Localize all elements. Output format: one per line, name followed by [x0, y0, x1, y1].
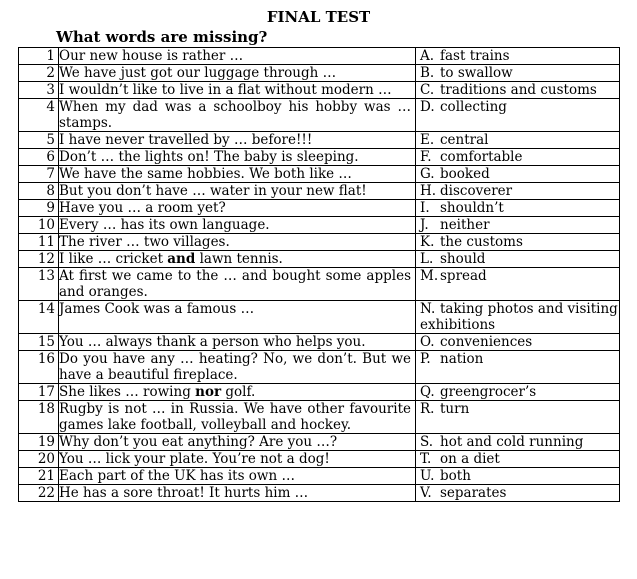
answer-text: shouldn’t: [440, 200, 504, 216]
answer-option: [416, 65, 620, 82]
answer-letter: N.: [420, 301, 436, 317]
question-text: Do you have any … heating? No, we don’t. But we have a beautiful fireplace.: [59, 351, 416, 384]
question-text: James Cook was a famous …: [59, 301, 416, 334]
answer-text: greengrocer’s: [440, 384, 537, 400]
answer-option: [416, 468, 620, 485]
question-text: Every … has its own language.: [59, 217, 416, 234]
question-number: 1: [19, 48, 59, 65]
table-row: [19, 65, 620, 82]
question-number: 11: [19, 234, 59, 251]
answer-option: [416, 301, 620, 334]
table-row: [19, 485, 620, 502]
question-text: The river … two villages.: [59, 234, 416, 251]
table-row: [19, 468, 620, 485]
answer-letter: M.: [420, 268, 439, 284]
answer-letter: R.: [420, 401, 435, 417]
question-text: When my dad was a schoolboy his hobby was … stamps.: [59, 99, 416, 132]
test-table-body: [19, 48, 620, 502]
answer-letter: E.: [420, 132, 435, 148]
table-row: [19, 451, 620, 468]
question-number: 16: [19, 351, 59, 384]
table-row: [19, 251, 620, 268]
test-table: [18, 47, 620, 502]
question-text: He has a sore throat! It hurts him …: [59, 485, 416, 502]
question-emphasis: nor: [195, 384, 222, 400]
answer-letter: I.: [420, 200, 430, 216]
question-text: Rugby is not … in Russia. We have other favourite games lake football, volleyball and hockey.: [59, 401, 416, 434]
table-row: [19, 132, 620, 149]
question-number: 5: [19, 132, 59, 149]
answer-option: [416, 99, 620, 132]
question-text-part: lawn tennis.: [195, 251, 283, 267]
answer-text: collecting: [440, 99, 507, 115]
answer-option: [416, 251, 620, 268]
answer-letter: T.: [420, 451, 432, 467]
answer-option: [416, 149, 620, 166]
answer-text: fast trains: [440, 48, 510, 64]
question-text: I have never travelled by … before!!!: [59, 132, 416, 149]
table-row: [19, 351, 620, 384]
answer-text: central: [440, 132, 489, 148]
answer-letter: O.: [420, 334, 435, 350]
instructions-heading: What words are missing?: [56, 28, 268, 46]
table-row: [19, 301, 620, 334]
question-number: 6: [19, 149, 59, 166]
answer-letter: U.: [420, 468, 435, 484]
question-number: 7: [19, 166, 59, 183]
answer-option: [416, 451, 620, 468]
answer-letter: C.: [420, 82, 435, 98]
table-row: [19, 234, 620, 251]
table-row: [19, 217, 620, 234]
question-emphasis: and: [167, 251, 196, 267]
question-number: 13: [19, 268, 59, 301]
answer-option: [416, 401, 620, 434]
table-row: [19, 384, 620, 401]
answer-text: booked: [440, 166, 490, 182]
question-number: 8: [19, 183, 59, 200]
answer-letter: D.: [420, 99, 435, 115]
question-text: Why don’t you eat anything? Are you …?: [59, 434, 416, 451]
answer-letter: V.: [420, 485, 432, 501]
answer-letter: B.: [420, 65, 435, 81]
table-row: [19, 166, 620, 183]
question-text: Our new house is rather …: [59, 48, 416, 65]
table-row: [19, 401, 620, 434]
answer-letter: A.: [420, 48, 435, 64]
table-row: [19, 434, 620, 451]
question-number: 21: [19, 468, 59, 485]
answer-text: on a diet: [440, 451, 500, 467]
answer-option: [416, 200, 620, 217]
answer-text: turn: [440, 401, 470, 417]
question-number: 18: [19, 401, 59, 434]
answer-option: [416, 485, 620, 502]
answer-letter: G.: [420, 166, 435, 182]
question-number: 19: [19, 434, 59, 451]
answer-letter: F.: [420, 149, 432, 165]
question-number: 20: [19, 451, 59, 468]
answer-text: both: [440, 468, 471, 484]
question-number: 14: [19, 301, 59, 334]
answer-option: [416, 183, 620, 200]
answer-letter: L.: [420, 251, 434, 267]
question-text-part: golf.: [221, 384, 256, 400]
answer-option: [416, 82, 620, 99]
question-text: We have the same hobbies. We both like …: [59, 166, 416, 183]
table-row: [19, 268, 620, 301]
page-title: FINAL TEST: [266, 8, 371, 26]
answer-text: discoverer: [440, 183, 513, 199]
answer-text: hot and cold running: [440, 434, 584, 450]
answer-letter: H.: [420, 183, 437, 199]
question-text-part: She likes … rowing: [59, 384, 196, 400]
answer-text: conveniences: [440, 334, 533, 350]
answer-text: the customs: [440, 234, 523, 250]
question-text: You … always thank a person who helps you.: [59, 334, 416, 351]
answer-text: taking photos and visiting exhibitions: [420, 301, 618, 333]
table-row: [19, 82, 620, 99]
answer-option: [416, 334, 620, 351]
table-row: [19, 200, 620, 217]
question-text: At first we came to the … and bought some apples and oranges.: [59, 268, 416, 301]
question-number: 4: [19, 99, 59, 132]
question-text: I wouldn’t like to live in a flat without modern …: [59, 82, 416, 99]
question-text-part: I like … cricket: [59, 251, 168, 267]
question-number: 22: [19, 485, 59, 502]
table-row: [19, 183, 620, 200]
answer-option: [416, 351, 620, 384]
answer-text: nation: [440, 351, 484, 367]
answer-text: comfortable: [440, 149, 523, 165]
answer-letter: K.: [420, 234, 435, 250]
question-text: Don’t … the lights on! The baby is sleeping.: [59, 149, 416, 166]
answer-option: [416, 384, 620, 401]
answer-option: [416, 234, 620, 251]
table-row: [19, 48, 620, 65]
question-text: [59, 251, 416, 268]
answer-text: should: [440, 251, 486, 267]
table-row: [19, 99, 620, 132]
question-number: 12: [19, 251, 59, 268]
question-text: Have you … a room yet?: [59, 200, 416, 217]
answer-option: [416, 48, 620, 65]
question-text: Each part of the UK has its own …: [59, 468, 416, 485]
answer-text: traditions and customs: [440, 82, 597, 98]
question-text: We have just got our luggage through …: [59, 65, 416, 82]
answer-letter: S.: [420, 434, 434, 450]
answer-option: [416, 268, 620, 301]
answer-text: spread: [440, 268, 487, 284]
table-row: [19, 334, 620, 351]
question-number: 15: [19, 334, 59, 351]
question-text: You … lick your plate. You’re not a dog!: [59, 451, 416, 468]
question-text: But you don’t have … water in your new flat!: [59, 183, 416, 200]
table-row: [19, 149, 620, 166]
answer-text: neither: [440, 217, 490, 233]
answer-option: [416, 132, 620, 149]
question-number: 2: [19, 65, 59, 82]
question-text: [59, 384, 416, 401]
answer-text: to swallow: [440, 65, 513, 81]
question-number: 10: [19, 217, 59, 234]
answer-letter: Q.: [420, 384, 435, 400]
question-number: 9: [19, 200, 59, 217]
answer-option: [416, 434, 620, 451]
answer-text: separates: [440, 485, 507, 501]
answer-option: [416, 217, 620, 234]
question-number: 3: [19, 82, 59, 99]
answer-letter: J.: [420, 217, 429, 233]
question-number: 17: [19, 384, 59, 401]
answer-letter: P.: [420, 351, 431, 367]
answer-option: [416, 166, 620, 183]
